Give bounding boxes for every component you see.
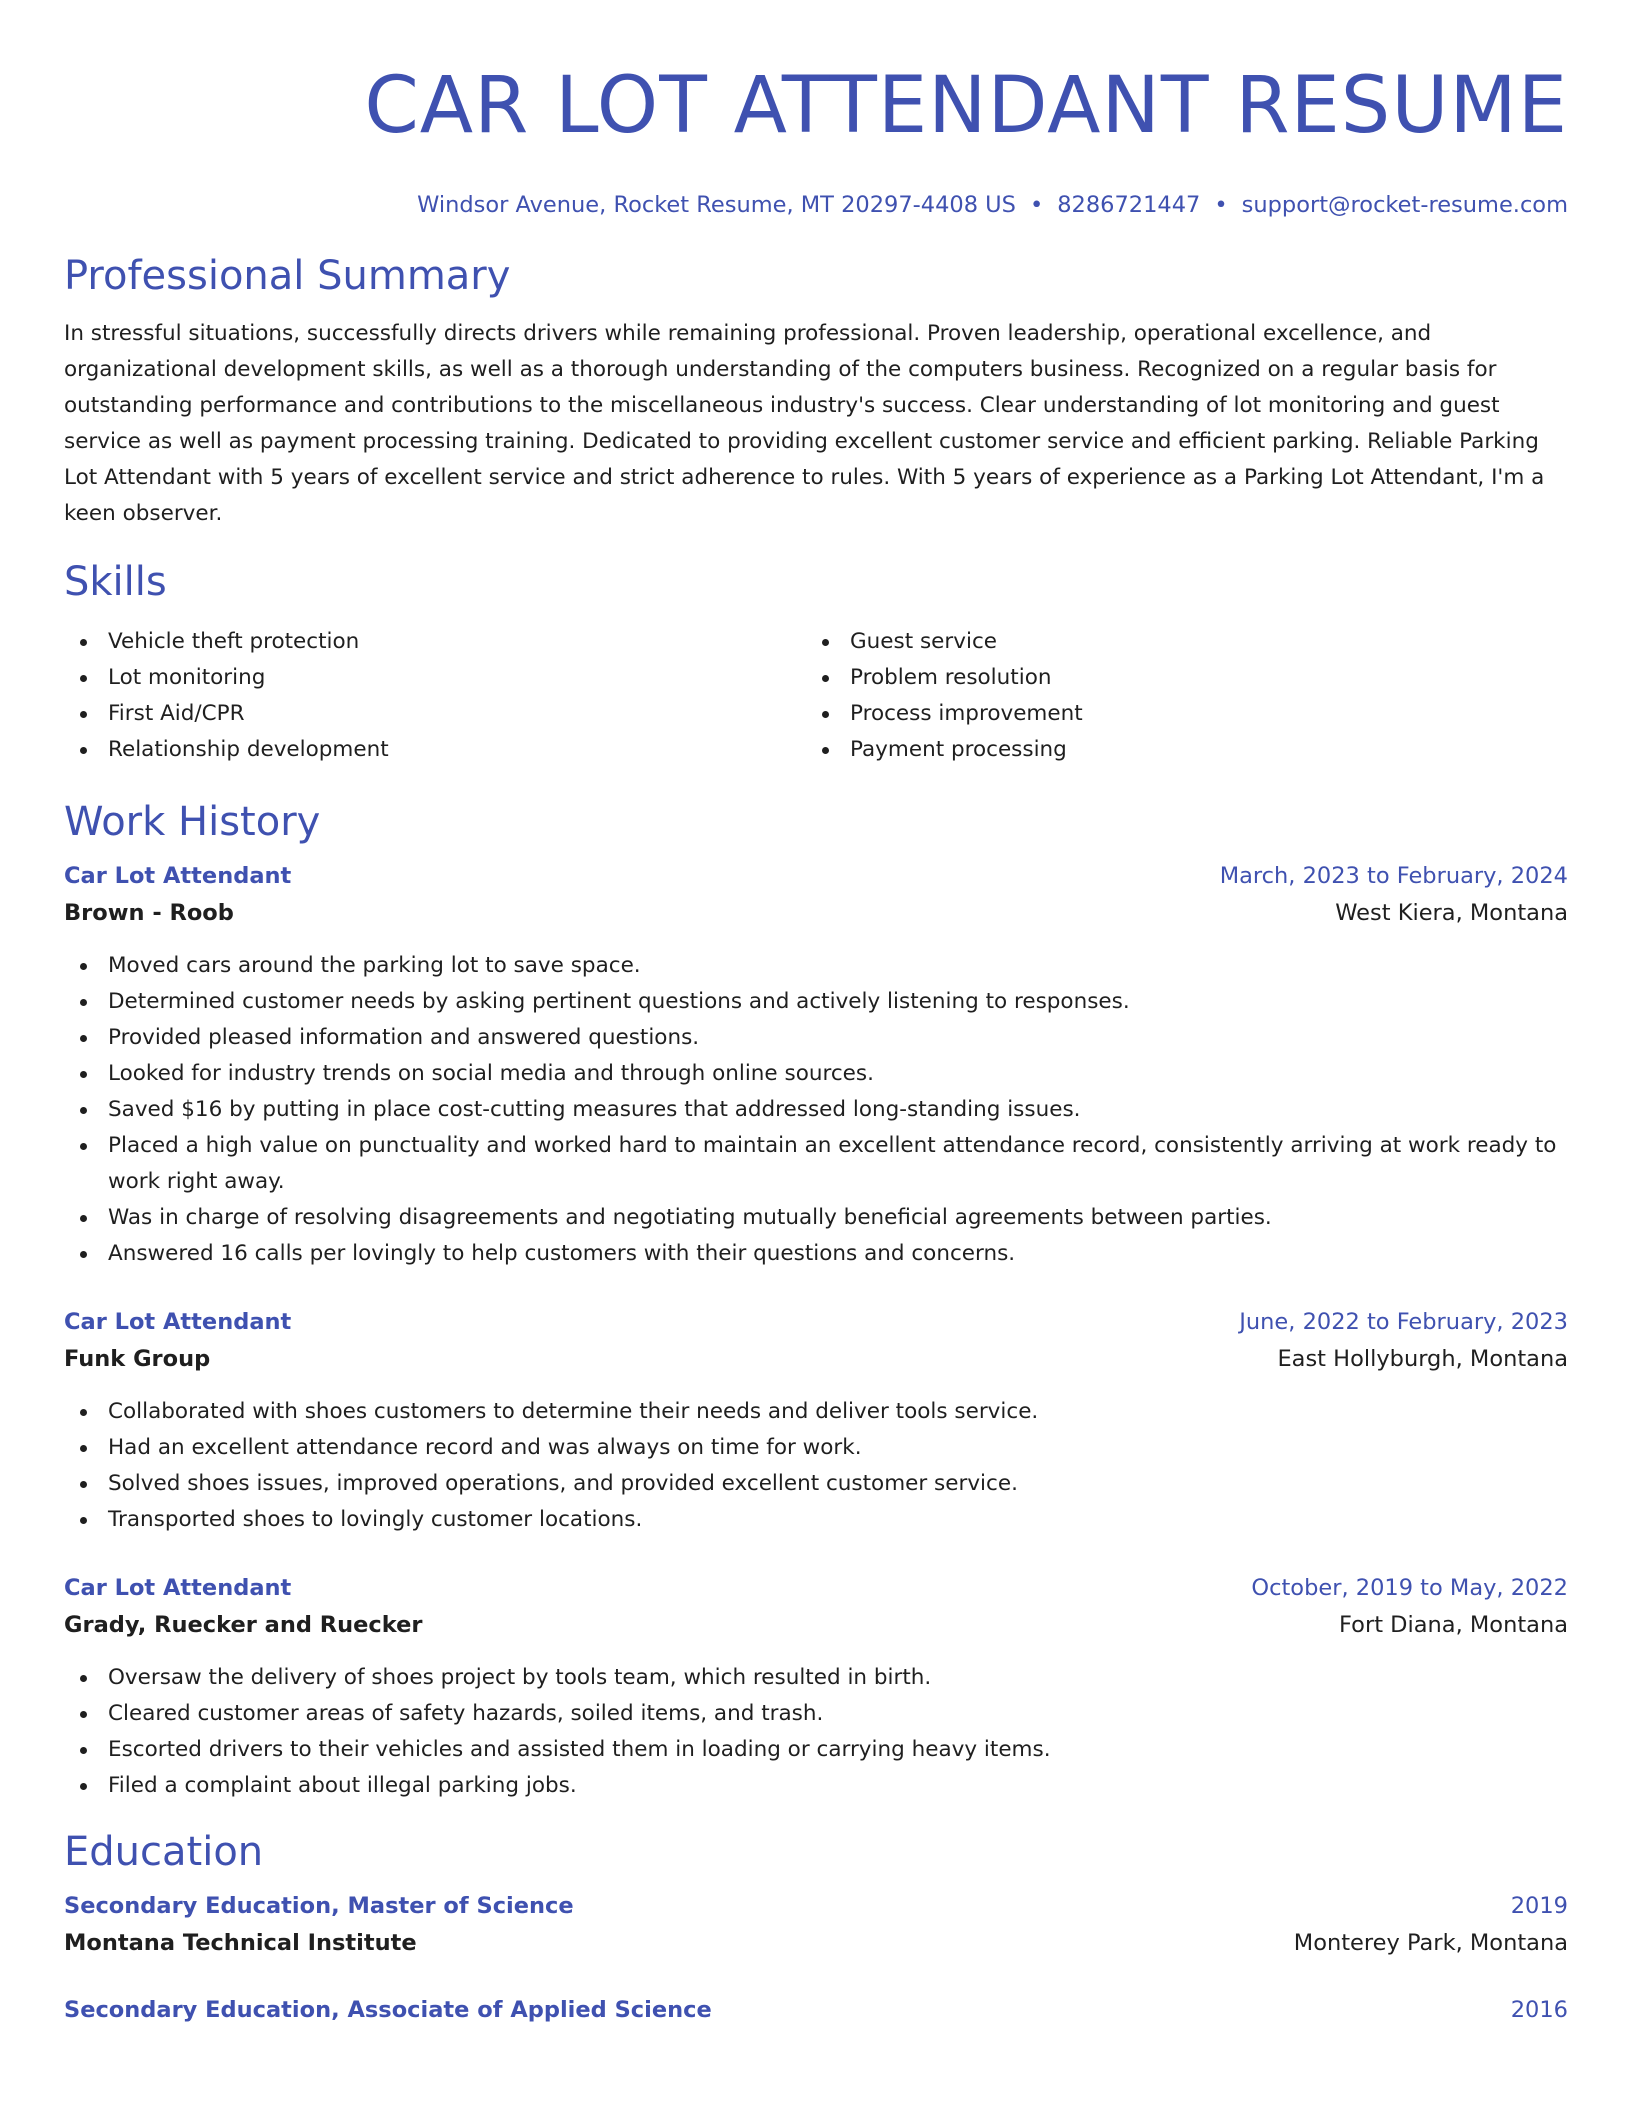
job-company: Brown - Roob xyxy=(64,900,234,926)
summary-heading: Professional Summary xyxy=(64,253,511,299)
job-company: Funk Group xyxy=(64,1346,211,1372)
job-role-row xyxy=(64,1570,1568,1606)
education-entry xyxy=(64,1992,1568,2028)
job-role: Car Lot Attendant xyxy=(64,1575,292,1601)
job-entry xyxy=(64,1570,1568,1804)
job-location: East Hollyburgh, Montana xyxy=(1277,1346,1568,1372)
job-dates: March, 2023 to February, 2024 xyxy=(1219,863,1568,889)
skill-item: Vehicle theft protection xyxy=(64,624,806,660)
education-degree-row xyxy=(64,1888,1568,1924)
skills-heading: Skills xyxy=(64,559,167,605)
job-entry xyxy=(64,858,1568,1272)
job-role: Car Lot Attendant xyxy=(64,863,292,889)
education-year: 2019 xyxy=(1510,1893,1568,1919)
job-role: Car Lot Attendant xyxy=(64,1309,292,1335)
job-role-row xyxy=(64,858,1568,894)
job-duties xyxy=(64,1394,1568,1538)
job-duty: Had an excellent attendance record and was always on time for work. xyxy=(64,1430,1568,1466)
skill-item: Guest service xyxy=(806,624,1548,660)
job-company-row xyxy=(64,1340,1568,1378)
job-duty: Escorted drivers to their vehicles and assisted them in loading or carrying heavy items. xyxy=(64,1732,1568,1768)
education-heading: Education xyxy=(64,1829,264,1875)
contact-line xyxy=(64,190,1568,220)
skill-item: Relationship development xyxy=(64,732,806,768)
education-year: 2016 xyxy=(1510,1997,1568,2023)
job-location: West Kiera, Montana xyxy=(1335,900,1568,926)
education-degree-row xyxy=(64,1992,1568,2028)
skill-item: Lot monitoring xyxy=(64,660,806,696)
job-duty: Determined customer needs by asking pertinent questions and actively listening to responses. xyxy=(64,984,1568,1020)
education-school: Montana Technical Institute xyxy=(64,1930,417,1956)
job-duty: Saved $16 by putting in place cost-cutting measures that addressed long-standing issues. xyxy=(64,1092,1568,1128)
education-location: Monterey Park, Montana xyxy=(1293,1930,1568,1956)
skill-item: First Aid/CPR xyxy=(64,696,806,732)
education-entry xyxy=(64,1888,1568,1962)
education-degree: Secondary Education, Associate of Applied Science xyxy=(64,1997,712,2023)
contact-email: support@rocket-resume.com xyxy=(1241,192,1568,218)
skill-item: Process improvement xyxy=(806,696,1548,732)
resume-page xyxy=(64,0,1568,2028)
skills-column-left xyxy=(64,624,806,768)
job-duty: Oversaw the delivery of shoes project by tools team, which resulted in birth. xyxy=(64,1660,1568,1696)
contact-phone: 8286721447 xyxy=(1057,192,1201,218)
job-company-row xyxy=(64,894,1568,932)
job-duty: Answered 16 calls per lovingly to help customers with their questions and concerns. xyxy=(64,1236,1568,1272)
job-duty: Cleared customer areas of safety hazards, soiled items, and trash. xyxy=(64,1696,1568,1732)
job-duty: Was in charge of resolving disagreements and negotiating mutually beneficial agreements between parties. xyxy=(64,1200,1568,1236)
work-history-heading: Work History xyxy=(64,799,321,845)
job-duties xyxy=(64,1660,1568,1804)
contact-address: Windsor Avenue, Rocket Resume, MT 20297-4408 US xyxy=(417,192,1016,218)
job-location: Fort Diana, Montana xyxy=(1339,1612,1568,1638)
resume-title: CAR LOT ATTENDANT RESUME xyxy=(364,61,1568,151)
job-role-row xyxy=(64,1304,1568,1340)
job-dates: June, 2022 to February, 2023 xyxy=(1239,1309,1568,1335)
education-school-row xyxy=(64,1924,1568,1962)
job-duty: Placed a high value on punctuality and worked hard to maintain an excellent attendance record, consistently arriving at work ready to work right away. xyxy=(64,1128,1568,1200)
job-duties xyxy=(64,948,1568,1272)
skills-column-right xyxy=(806,624,1548,768)
job-duty: Provided pleased information and answered questions. xyxy=(64,1020,1568,1056)
job-duty: Collaborated with shoes customers to determine their needs and deliver tools service. xyxy=(64,1394,1568,1430)
job-duty: Moved cars around the parking lot to save space. xyxy=(64,948,1568,984)
job-duty: Transported shoes to lovingly customer locations. xyxy=(64,1502,1568,1538)
job-duty: Filed a complaint about illegal parking jobs. xyxy=(64,1768,1568,1804)
contact-separator: • xyxy=(1214,192,1228,218)
job-company-row xyxy=(64,1606,1568,1644)
contact-separator: • xyxy=(1029,192,1044,218)
job-duty: Looked for industry trends on social media and through online sources. xyxy=(64,1056,1568,1092)
summary-text: In stressful situations, successfully directs drivers while remaining professional. Proven leadership, operational excellence, and organizational development skills, as well as a thorough understanding of the computers business. Recognized on a regular basis for outstanding performance and contributions to the miscellaneous industry's success. Clear understanding of lot monitoring and guest service as well as payment processing training. Dedicated to providing excellent customer service and efficient parking. Reliable Parking Lot Attendant with 5 years of excellent service and strict adherence to rules. With 5 years of experience as a Parking Lot Attendant, I'm a keen observer. xyxy=(64,321,1545,526)
job-duty: Solved shoes issues, improved operations, and provided excellent customer service. xyxy=(64,1466,1568,1502)
job-company: Grady, Ruecker and Ruecker xyxy=(64,1612,423,1638)
job-entry xyxy=(64,1304,1568,1538)
skill-item: Payment processing xyxy=(806,732,1548,768)
job-dates: October, 2019 to May, 2022 xyxy=(1251,1575,1568,1601)
skill-item: Problem resolution xyxy=(806,660,1548,696)
education-degree: Secondary Education, Master of Science xyxy=(64,1893,574,1919)
skills-list xyxy=(64,624,1568,768)
